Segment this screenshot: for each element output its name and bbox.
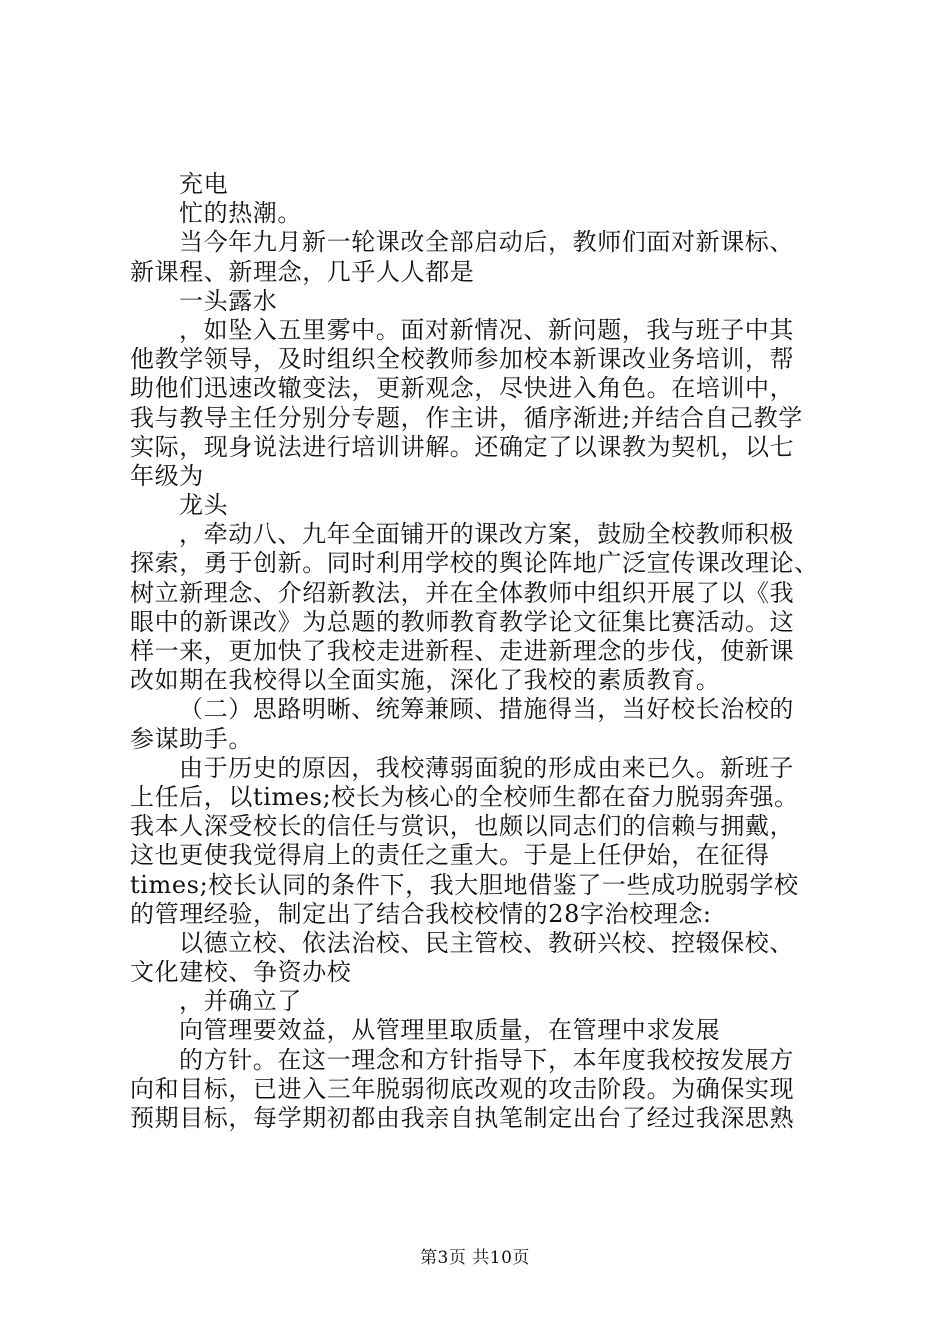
page-footer: [0, 1243, 950, 1268]
text-line: 这也更使我觉得肩上的责任之重大。于是上任伊始，在征得: [130, 841, 770, 870]
text-line: 助他们迅速改辙变法，更新观念，尽快进入角色。在培训中，: [130, 374, 795, 403]
text-line: 参谋助手。: [130, 724, 253, 753]
text-line: 树立新理念、介绍新教法，并在全体教师中组织开展了以《我: [130, 578, 795, 607]
text-line: 当今年九月新一轮课改全部启动后，教师们面对新课标、: [179, 228, 794, 257]
text-line: 文化建校、争资办校: [130, 958, 352, 987]
text-line: 实际，现身说法进行培训讲解。还确定了以课教为契机，以七: [130, 432, 795, 461]
text-line: ，如坠入五里雾中。面对新情况、新问题，我与班子中其: [179, 315, 794, 344]
text-line: 改如期在我校得以全面实施，深化了我校的素质教育。: [130, 666, 721, 695]
text-line: 充电: [179, 170, 229, 198]
text-line: 眼中的新课改》为总题的教师教育教学论文征集比赛活动。这: [130, 607, 795, 636]
text-line: times;校长认同的条件下，我大胆地借鉴了一些成功脱弱学校: [130, 870, 799, 899]
text-line: 由于历史的原因，我校薄弱面貌的形成由来已久。新班子: [179, 753, 794, 782]
text-line: 向和目标，已进入三年脱弱彻底改观的攻击阶段。为确保实现: [130, 1074, 795, 1103]
text-line: （二）思路明晰、统筹兼顾、措施得当，当好校长治校的: [179, 695, 794, 724]
body-text: [130, 170, 835, 1133]
text-line: 样一来，更加快了我校走进新程、走进新理念的步伐，使新课: [130, 637, 795, 665]
text-line: 龙头: [179, 491, 229, 520]
text-line: 忙的热潮。: [179, 199, 302, 228]
page-number: 第3页 共10页: [420, 1248, 530, 1268]
text-line: 以德立校、依法治校、民主管校、教研兴校、控辍保校、: [179, 928, 794, 957]
text-line: ，牵动八、九年全面铺开的课改方案，鼓励全校教师积极: [179, 520, 794, 549]
text-line: 预期目标，每学期初都由我亲自执笔制定出台了经过我深思熟: [130, 1104, 795, 1132]
text-line: 新课程、新理念，几乎人人都是: [130, 257, 475, 286]
text-line: ，并确立了: [179, 987, 302, 1016]
text-line: 年级为: [130, 461, 204, 490]
text-line: 一头露水: [179, 286, 278, 315]
text-line: 向管理要效益，从管理里取质量，在管理中求发展: [179, 1016, 721, 1045]
text-line: 我与教导主任分别分专题，作主讲，循序渐进;并结合自己教学: [130, 403, 803, 432]
text-line: 的管理经验，制定出了结合我校校情的28字治校理念:: [130, 899, 712, 928]
text-line: 的方针。在这一理念和方针指导下，本年度我校按发展方: [179, 1045, 794, 1074]
text-line: 探索，勇于创新。同时利用学校的舆论阵地广泛宣传课改理论、: [130, 549, 819, 578]
text-line: 他教学领导，及时组织全校教师参加校本新课改业务培训，帮: [130, 345, 795, 374]
text-line: 我本人深受校长的信任与赏识，也颇以同志们的信赖与拥戴，: [130, 812, 795, 841]
text-line: 上任后，以times;校长为核心的全校师生都在奋力脱弱奔强。: [130, 782, 799, 811]
